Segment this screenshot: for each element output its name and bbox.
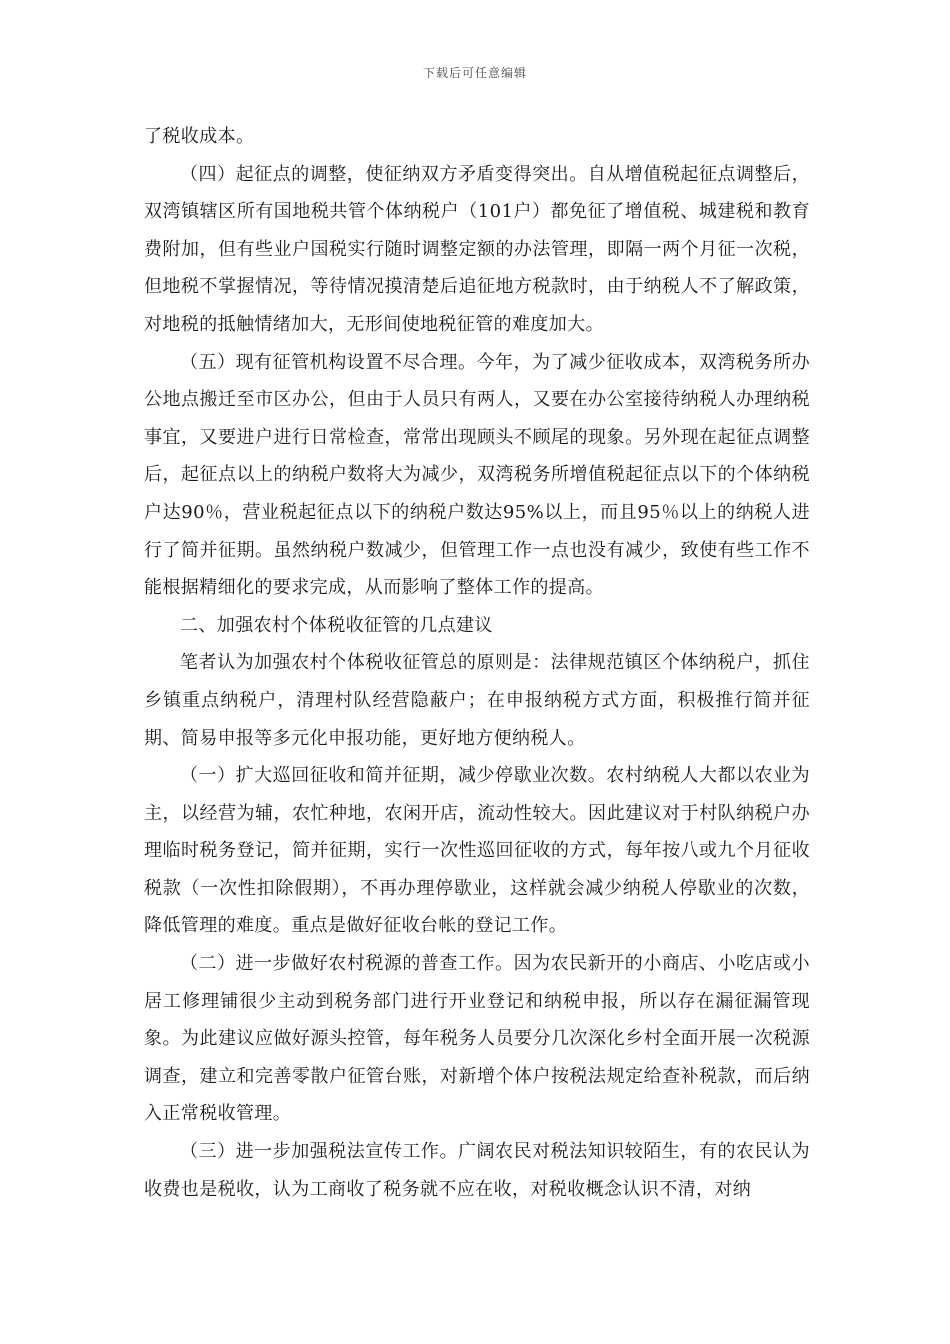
paragraph-principles: 笔者认为加强农村个体税收征管总的原则是：法律规范镇区个体纳税户，抓住乡镇重点纳税户，清理村队经营隐蔽户；在申报纳税方式方面，积极推行简并征期、简易申报等多元化申报功能，更好地方便纳税人。 — [144, 652, 810, 749]
page-header: 下载后可任意编辑 — [422, 66, 527, 80]
paragraph-suggestion-one: （一）扩大巡回征收和简并征期，减少停歇业次数。农村纳税人大都以农业为主，以经营为辅，农忙种地，农闲开店，流动性较大。因此建议对于村队纳税户办理临时税务登记，简并征期，实行一次性巡回征收的方式，每年按八或九个月征收税款（一次性扣除假期），不再办理停歇业，这样就会减少纳税人停歇业的次数，降低管理的难度。重点是做好征收台帐的登记工作。 — [144, 765, 810, 937]
paragraph-point-four: （四）起征点的调整，使征纳双方矛盾变得突出。自从增值税起征点调整后，双湾镇辖区所有国地税共管个体纳税户（101户）都免征了增值税、城建税和教育费附加，但有些业户国税实行随时调整定额的办法管理，即隔一两个月征一次税，但地税不掌握情况，等待情况摸清楚后追征地方税款时，由于纳税人不了解政策，对地税的抵触情绪加大，无形间使地税征管的难度加大。 — [144, 163, 810, 335]
paragraph-continuation: 了税收成本。 — [144, 126, 255, 147]
paragraph-suggestion-three: （三）进一步加强税法宣传工作。广阔农民对税法知识较陌生，有的农民认为收费也是税收，认为工商收了税务就不应在收，对税收概念认识不清，对纳 — [144, 1141, 810, 1200]
paragraph-suggestion-two: （二）进一步做好农村税源的普查工作。因为农民新开的小商店、小吃店或小居工修理铺很少主动到税务部门进行开业登记和纳税申报，所以存在漏征漏管现象。为此建议应做好源头控管，每年税务人员要分几次深化乡村全面开展一次税源调查，建立和完善零散户征管台账，对新增个体户按税法规定给查补税款，而后纳入正常税收管理。 — [144, 953, 810, 1125]
paragraph-point-five: （五）现有征管机构设置不尽合理。今年，为了减少征收成本，双湾税务所办公地点搬迁至市区办公，但由于人员只有两人，又要在办公室接待纳税人办理纳税事宜，又要进户进行日常检查，常常出现顾头不顾尾的现象。另外现在起征点调整后，起征点以上的纳税户数将大为减少，双湾税务所增值税起征点以下的个体纳税户达90％，营业税起征点以下的纳税户数达95%以上，而且95％以上的纳税人进行了简并征期。虽然纳税户数减少，但管理工作一点也没有减少，致使有些工作不能根据精细化的要求完成，从而影响了整体工作的提高。 — [144, 351, 810, 599]
document-body — [144, 118, 810, 1208]
section-heading-suggestions: 二、加强农村个体税收征管的几点建议 — [180, 614, 493, 636]
